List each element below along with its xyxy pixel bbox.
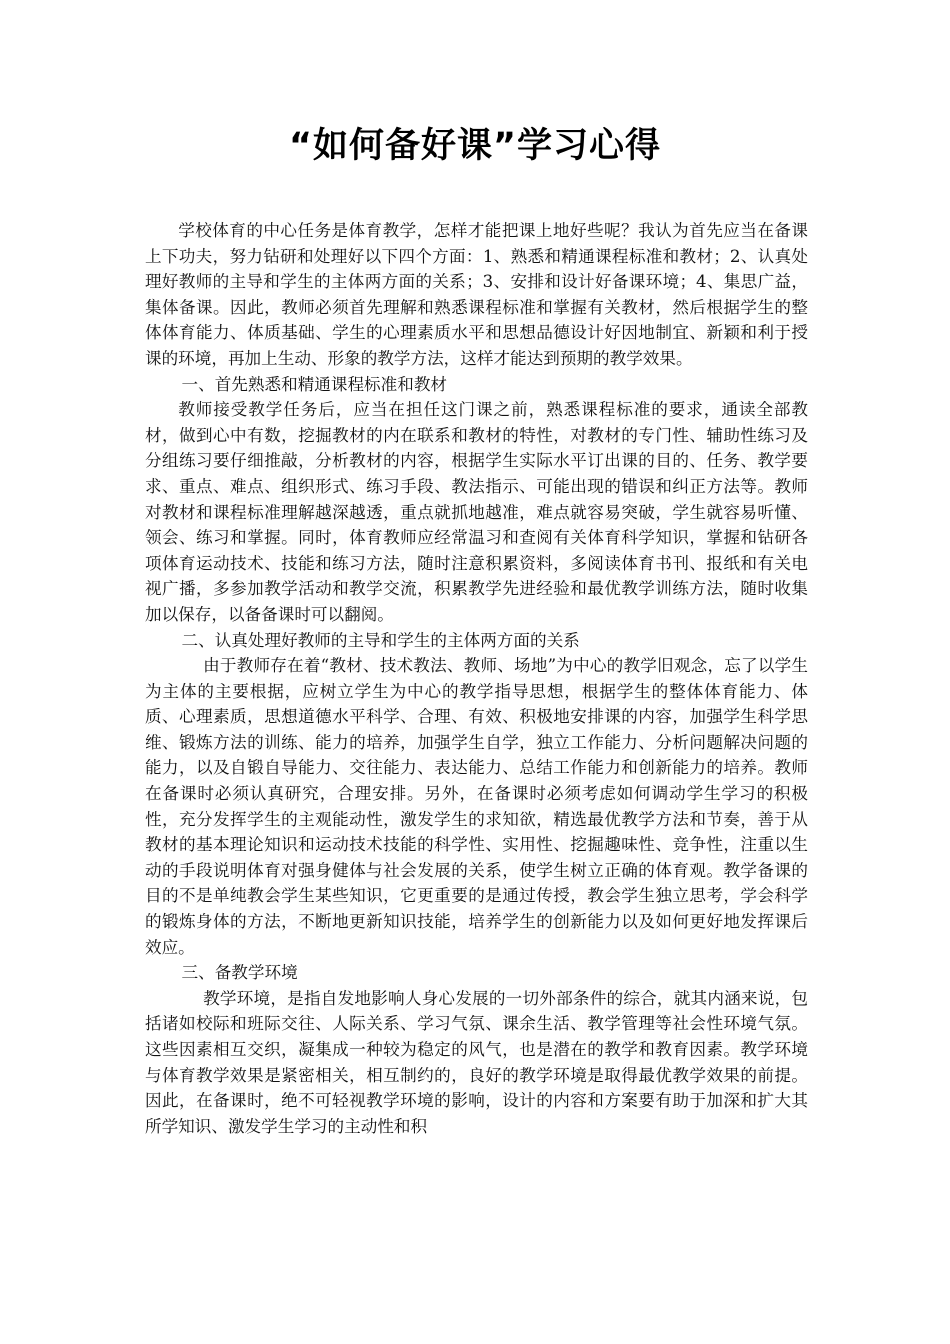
paragraph-section-1: 教师接受教学任务后，应当在担任这门课之前，熟悉课程标准的要求，通读全部教材，做到心中有数，挖掘教材的内在联系和教材的特性，对教材的专门性、辅助性练习及分组练习要仔细推敲，分析教材的内容，根据学生实际水平订出课的目的、任务、教学要求、重点、难点、组织形式、练习手段、教法指示、可能出现的错误和纠正方法等。教师对教材和课程标准理解越深越透，重点就抓地越准，难点就容易突破，学生就容易听懂、领会、练习和掌握。同时，体育教师应经常温习和查阅有关体育科学知识，掌握和钻研各项体育运动技术、技能和练习方法，随时注意积累资料，多阅读体育书刊、报纸和有关电视广播，多参加教学活动和教学交流，积累教学先进经验和最优教学训练方法，随时收集加以保存，以备备课时可以翻阅。 bbox=[145, 400, 808, 624]
paragraph-section-3: 教学环境，是指自发地影响人身心发展的一切外部条件的综合，就其内涵来说，包括诸如校际和班际交往、人际关系、学习气氛、课余生活、教学管理等社会性环境气氛。这些因素相互交织，凝集成一种较为稳定的风气，也是潜在的教学和教育因素。教学环境与体育教学效果是紧密相关，相互制约的，良好的教学环境是取得最优教学效果的前提。因此，在备课时，绝不可轻视教学环境的影响，设计的内容和方案要有助于加深和扩大其所学知识、激发学生学习的主动性和积 bbox=[145, 988, 808, 1136]
paragraph-intro: 学校体育的中心任务是体育教学，怎样才能把课上地好些呢？我认为首先应当在备课上下功夫，努力钻研和处理好以下四个方面：1、熟悉和精通课程标准和教材；2、认真处理好教师的主导和学生的主体两方面的关系；3、安排和设计好备课环境；4、集思广益，集体备课。因此，教师必须首先理解和熟悉课程标准和掌握有关教材，然后根据学生的整体体育能力、体质基础、学生的心理素质水平和思想品德设计好因地制宜、新颖和利于授课的环境，再加上生动、形象的教学方法，这样才能达到预期的教学效果。 bbox=[145, 221, 808, 368]
paragraph-section-2: 由于教师存在着“教材、技术教法、教师、场地”为中心的教学旧观念，忘了以学生为主体的主要根据，应树立学生为中心的教学指导思想，根据学生的整体体育能力、体质、心理素质，思想道德水平科学、合理、有效、积极地安排课的内容，加强学生科学思维、锻炼方法的训练、能力的培养，加强学生自学，独立工作能力、分析问题解决问题的能力，以及自锻自导能力、交往能力、表达能力、总结工作能力和创新能力的培养。教师在备课时必须认真研究，合理安排。另外，在备课时必须考虑如何调动学生学习的积极性，充分发挥学生的主观能动性，激发学生的求知欲，精选最优教学方法和节奏，善于从教材的基本理论知识和运动技术技能的科学性、实用性、挖掘趣味性、竞争性，注重以生动的手段说明体育对强身健体与社会发展的关系，使学生树立正确的体育观。教学备课的目的不是单纯教会学生某些知识，它更重要的是通过传授，教会学生独立思考，学会科学的锻炼身体的方法，不断地更新知识技能，培养学生的创新能力以及如何更好地发挥课后效应。 bbox=[145, 656, 808, 957]
document-body bbox=[145, 218, 808, 1139]
document-title: “如何备好课”学习心得 bbox=[288, 126, 661, 166]
section-heading-3: 三、备教学环境 bbox=[181, 963, 298, 983]
section-heading-2: 二、认真处理好教师的主导和学生的主体两方面的关系 bbox=[181, 630, 580, 650]
section-heading-1: 一、首先熟悉和精通课程标准和教材 bbox=[181, 374, 448, 394]
